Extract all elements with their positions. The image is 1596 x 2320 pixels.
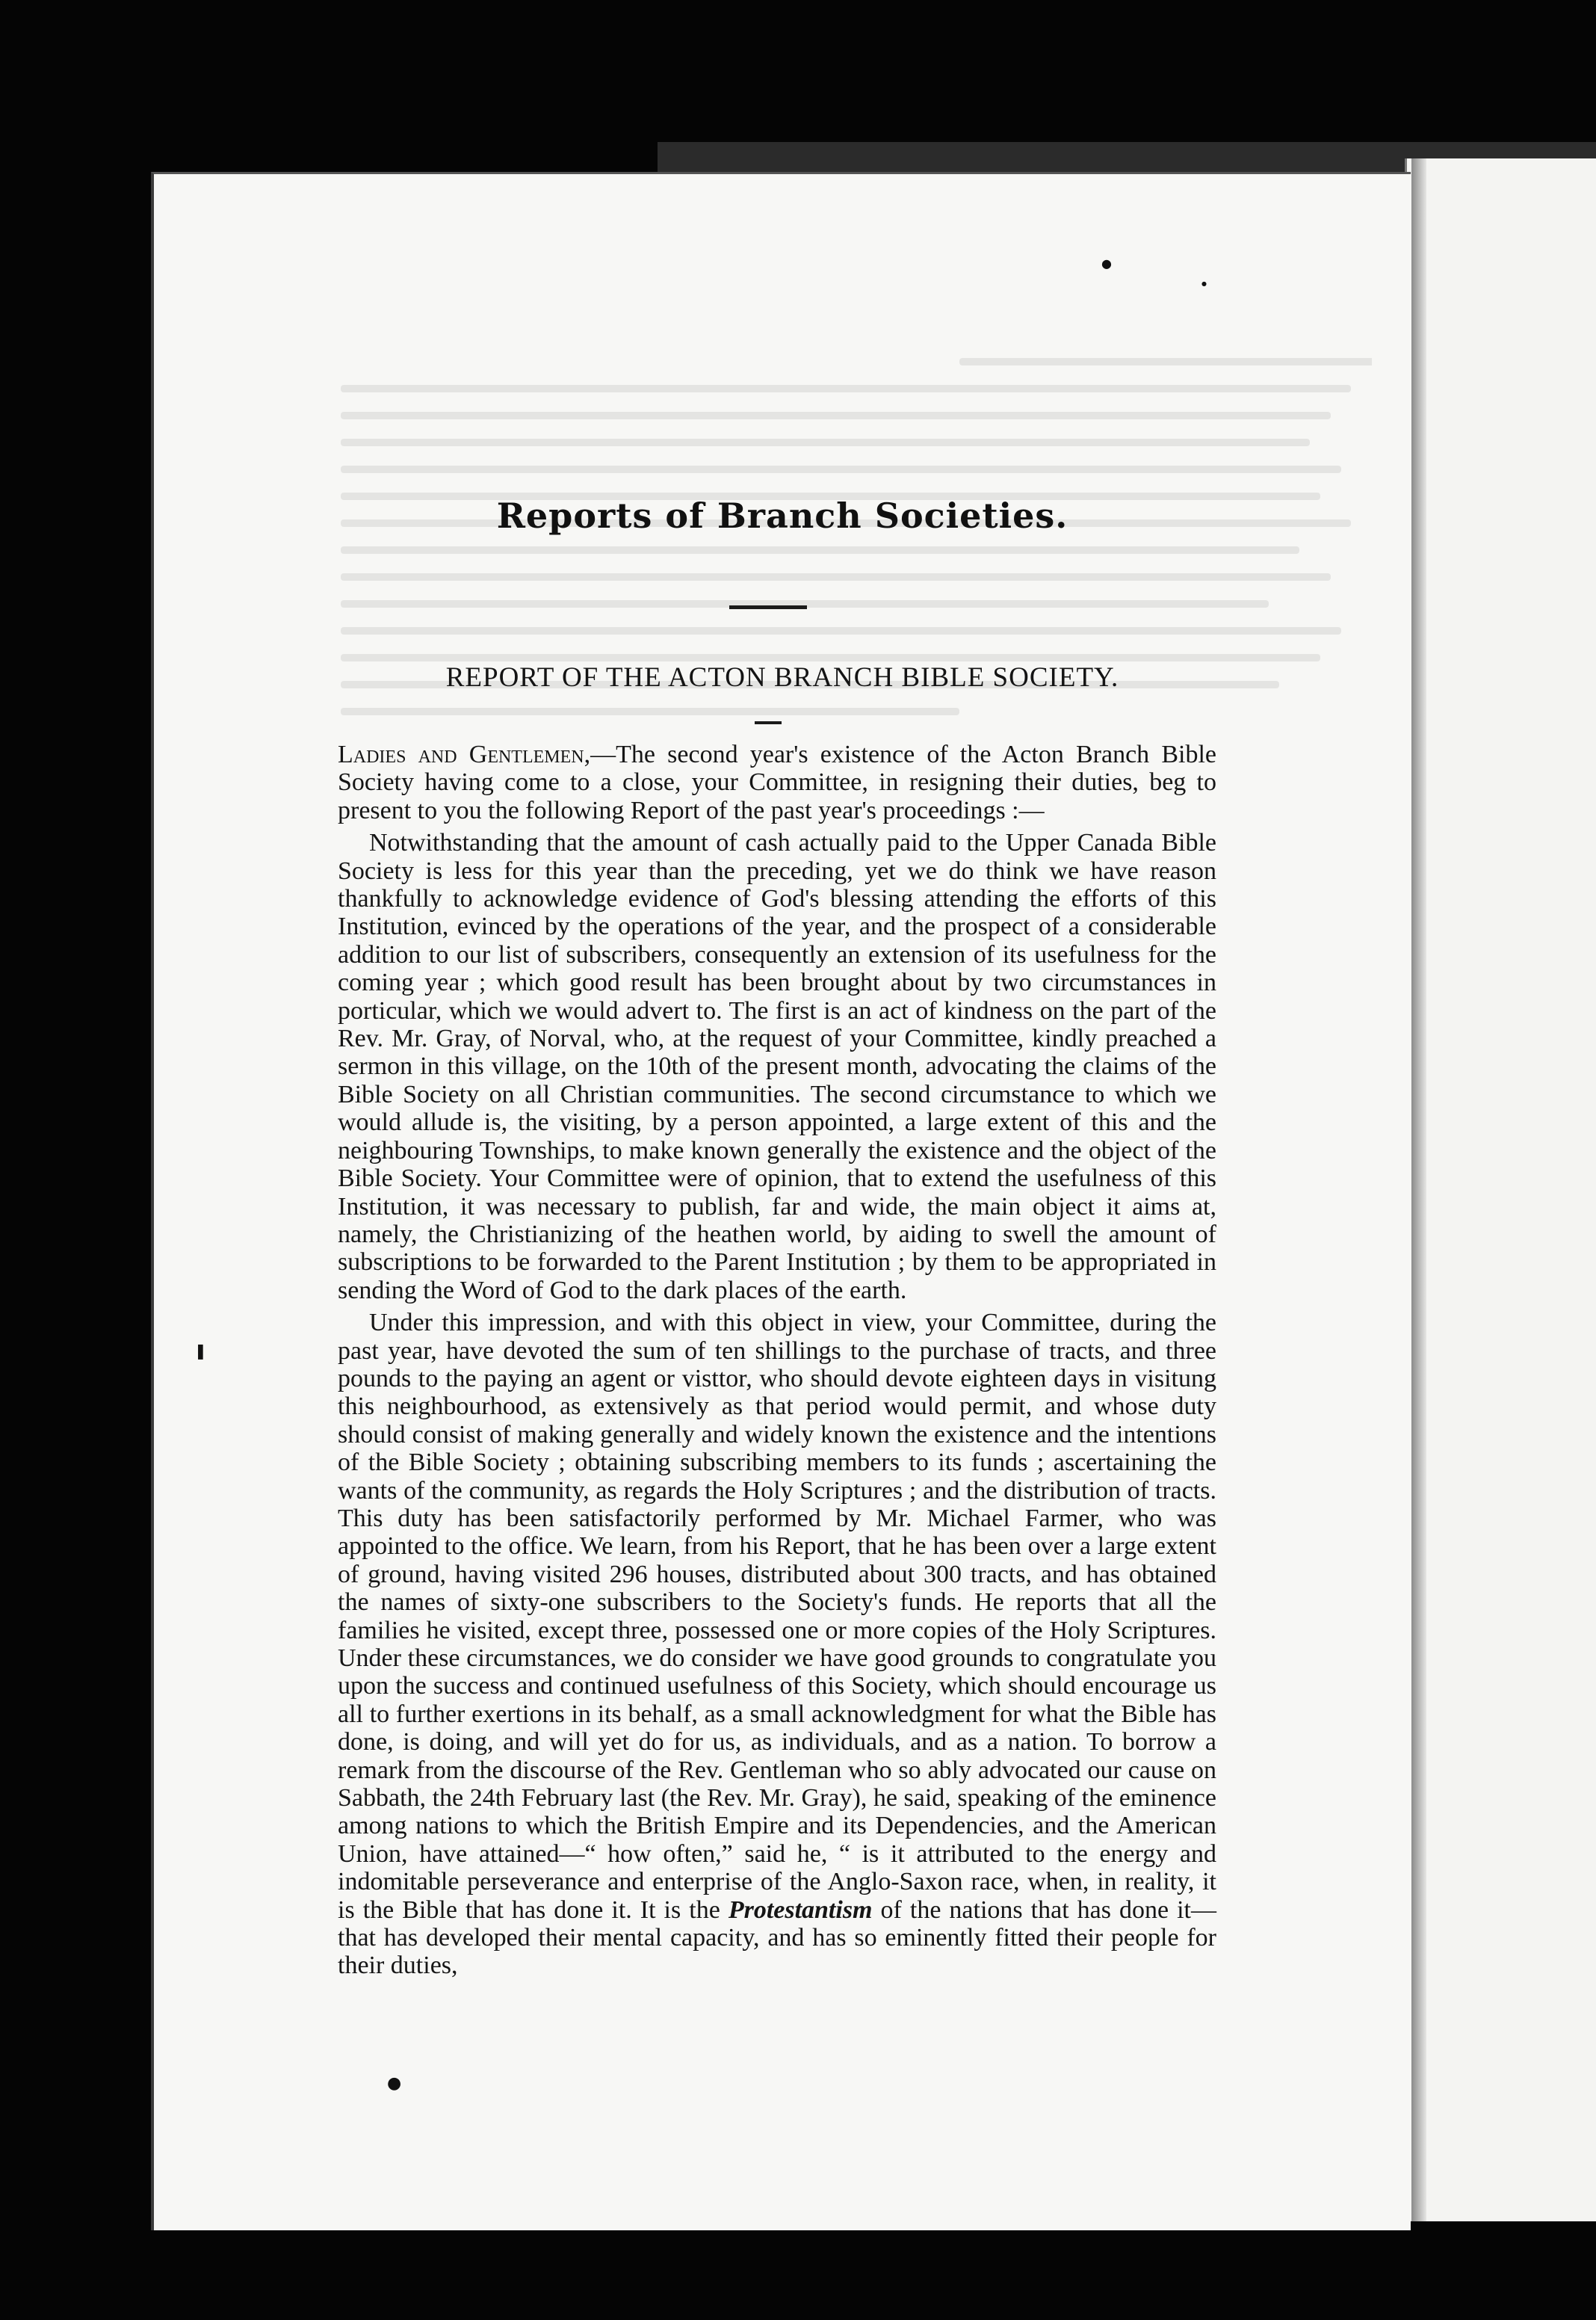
page-gutter bbox=[1411, 158, 1426, 2221]
paragraph-1-text: —The second year's existence of the Acton Branch Bible Society having come to a close, your Committee, in resigning their duties, beg to present to you the following Report of the past year's proceedings :— bbox=[338, 741, 1216, 824]
ink-speck: ● bbox=[1201, 280, 1207, 287]
paragraph-2: Notwithstanding that the amount of cash actually paid to the Upper Canada Bible Society is less for this year than the preceding, yet we do think we have reason thankfully to acknowledge evidence of God's blessing attending the efforts of this Institution, evinced by the operations of the year, and the prospect of a considerable addition to our list of subscribers, consequently an extension of its usefulness for the coming year ; which good result has been brought about by two circumstances in porticular, which we would advert to. The first is an act of kindness on the part of the Rev. Mr. Gray, of Norval, who, at the request of your Committee, kindly preached a sermon in this village, on the 10th of the present month, advocating the claims of the Bible Society on all Christian communities. The second circumstance to which we would allude is, the visiting, by a person appointed, a large extent of this and the neighbouring Townships, to make known generally the existence and the object of the Bible Society. Your Committee were of opinion, that to extend the usefulness of this Institution, it was necessary to publish, far and wide, the main object it aims at, namely, the Christianizing of the heathen world, by aiding to swell the amount of subscriptions to be forwarded to the Parent Institution ; by them to be appropriated in sending the Word of God to the dark places of the earth. bbox=[338, 829, 1216, 1304]
paragraph-3 bbox=[338, 1309, 1216, 1980]
report-title: REPORT OF THE ACTON BRANCH BIBLE SOCIETY. bbox=[445, 662, 1119, 693]
ink-speck: ❚ bbox=[194, 1342, 207, 1360]
paragraph-3-tail: of the nations that has done it—that has developed their mental capacity, and has so eminently fitted their people for their duties, bbox=[338, 1895, 1216, 1980]
title-rule bbox=[755, 721, 782, 724]
salutation: Ladies and Gentlemen, bbox=[338, 741, 591, 768]
report-body bbox=[338, 741, 1216, 1984]
document-page bbox=[151, 172, 1411, 2230]
ink-speck: ● bbox=[1101, 256, 1112, 271]
emphasis-word: Protestantism bbox=[728, 1895, 873, 1924]
facing-page-edge bbox=[1405, 158, 1596, 2221]
paragraph-1 bbox=[338, 741, 1216, 824]
ink-speck: ● bbox=[387, 2074, 402, 2093]
paragraph-3-text: Under this impression, and with this object in view, your Committee, during the past year, have devoted the sum of ten shillings to the purchase of tracts, and three pounds to the paying an agent or visttor, who should devote eighteen days in visitung this neighbourhood, as extensively as that period would permit, and whose duty should consist of making generally and widely known the existence and the intentions of the Bible Society ; obtaining subscribing members to its funds ; ascertaining the wants of the community, as regards the Holy Scriptures ; and the distribution of tracts. This duty has been satisfactorily performed by Mr. Michael Farmer, who was appointed to the office. We learn, from his Report, that he has been over a large extent of ground, having visited 296 houses, distributed about 300 tracts, and has obtained the names of sixty-one subscribers to the Society's funds. He reports that all the families he visited, except three, possessed one or more copies of the Holy Scriptures. Under these circumstances, we do consider we have good grounds to congratulate you upon the success and continued usefulness of this Society, which should encourage us all to further exertions in its behalf, as a small acknowledgment for what the Bible has done, is doing, and will yet do for us, as individuals, and as a nation. To borrow a remark from the discourse of the Rev. Gentleman who so ably advocated our cause on Sabbath, the 24th February last (the Rev. Mr. Gray), he said, speaking of the eminence among nations to which the British Empire and its Dependencies, and the American Union, have attained—“ how often,” said he, “ is it attributed to the energy and indomitable perseverance and enterprise of the Anglo-Saxon race, when, in reality, it is the Bible that has done it. It is the bbox=[338, 1309, 1216, 1924]
section-heading: Reports of Branch Societies. bbox=[496, 496, 1068, 536]
heading-rule bbox=[729, 605, 807, 609]
